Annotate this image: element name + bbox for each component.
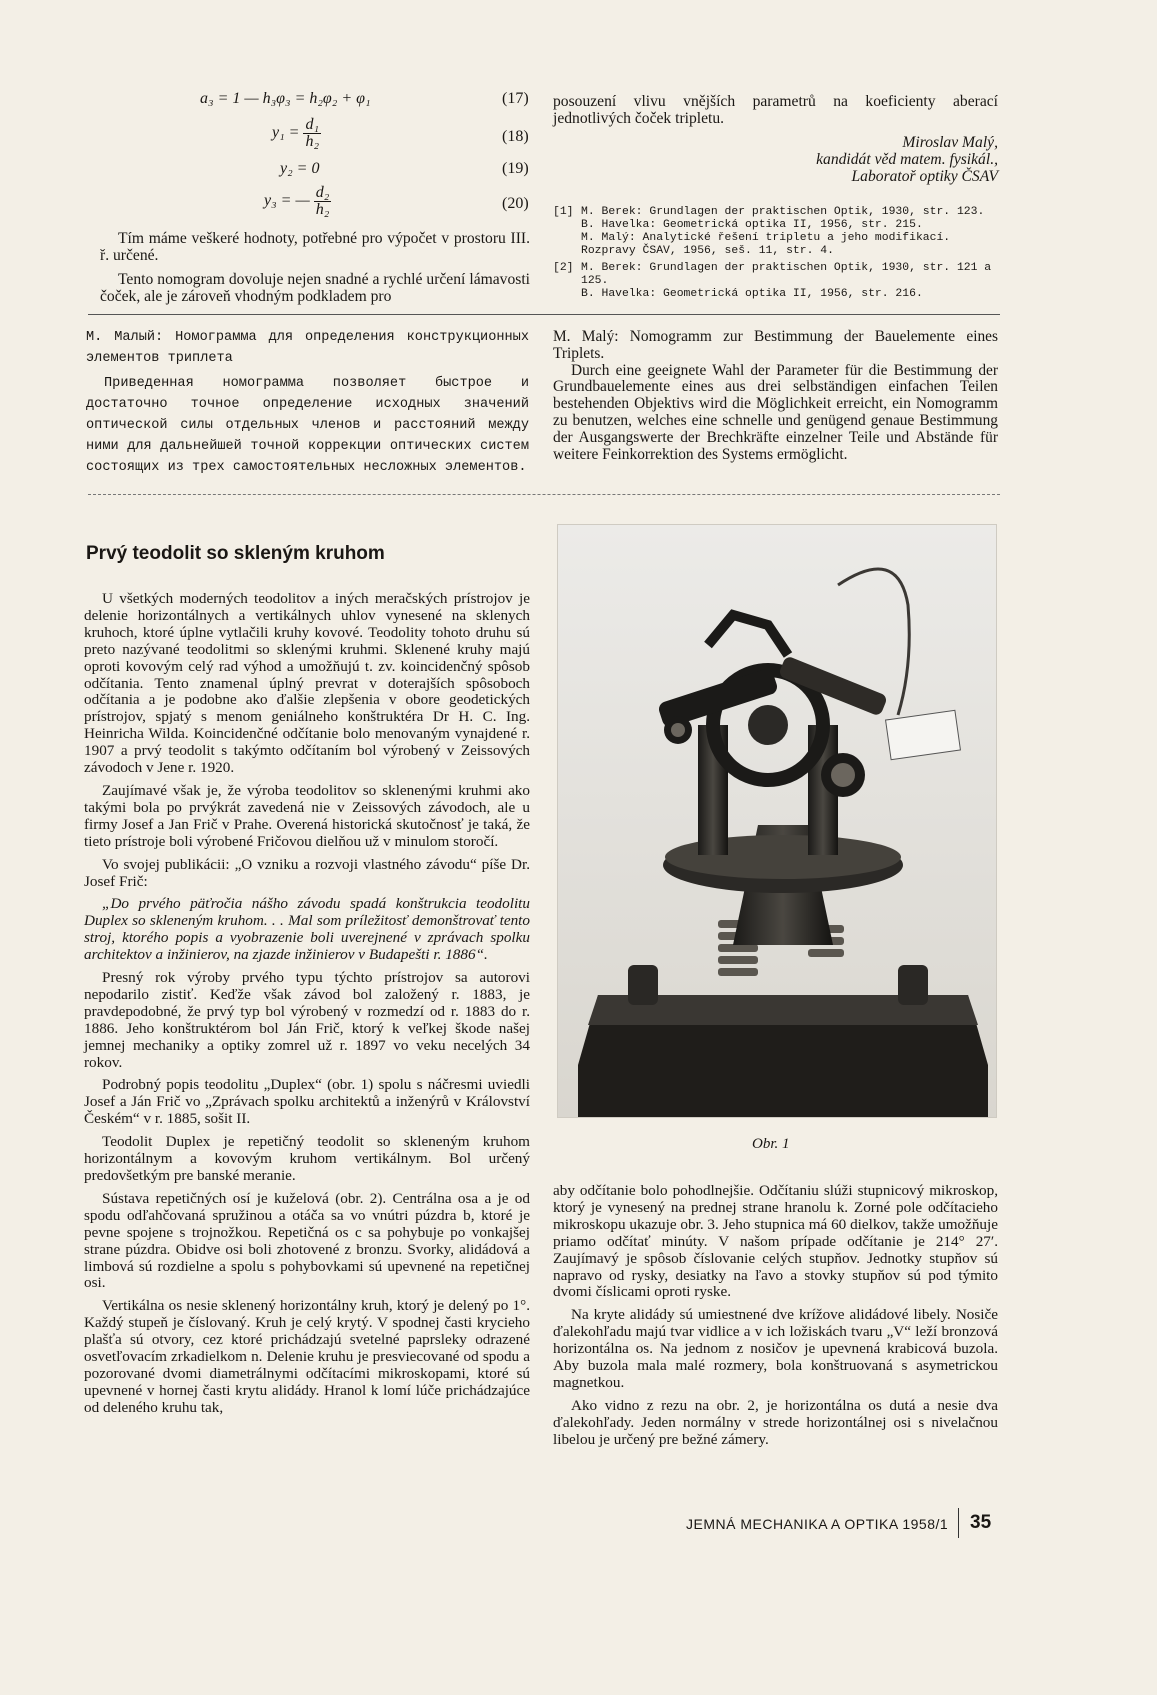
- article-left-column: [84, 591, 530, 1423]
- reference-number: [2]: [553, 262, 574, 274]
- german-abstract: [553, 329, 998, 469]
- equation-18: [272, 117, 321, 150]
- section-divider: [88, 494, 1000, 495]
- paragraph: Tím máme veškeré hodnoty, potřebné pro výpočet v prostoru III. ř. určené.: [100, 230, 530, 265]
- equation-lhs: y₁ =: [272, 124, 300, 142]
- theodolite-photo: [557, 524, 997, 1118]
- abstract-body: Приведенная номограмма позволяет быстрое и достаточно точное определение исходных значений оптической силы отдельных членов и расстояний между ними для дальнейшей точной коррекции оптических систем состоящих из трех самостоятельных несложных элементов.: [86, 376, 529, 475]
- reference-item: [553, 206, 998, 258]
- paragraph: Teodolit Duplex je repetičný teodolit so skleneným kruhom horizontálnym a kovovým kruhom vertikálnym. Bol určený predovšetkým pre banské meranie.: [84, 1133, 530, 1184]
- abstract-heading: М. Малый: Номограмма для определения конструкционных элементов триплета: [86, 330, 529, 366]
- russian-abstract: [86, 327, 529, 482]
- paragraph: Vo svojej publikácii: „O vzniku a rozvoji vlastného závodu“ píše Dr. Josef Frič:: [84, 855, 530, 890]
- paragraph: Podrobný popis teodolitu „Duplex“ (obr. 1) spolu s náčresmi uviedli Josef a Ján Frič vo „Zprávach spolku architektů a inženýrů v Království Českém“ v r. 1885, sošit II.: [84, 1076, 530, 1128]
- references: [553, 206, 998, 305]
- paragraph: Tento nomogram dovoluje nejen snadné a rychlé určení lámavosti čoček, ale je zároveň vhodným podkladem pro: [100, 270, 530, 306]
- paragraph: aby odčítanie bolo pohodlnejšie. Odčítaniu slúži stupnicový mikroskop, ktorý je vynesený na prednej strane hranolu k. Zorné pole odčítacieho mikroskopu ukazuje obr. 3. Jeho stupnica má 60 dielkov, takže umožňuje priamo odčítať minúty. V našom prípade odčítanie je 214° 27′. Zaujímavý je spôsob číslovanie celých stupňov. Jednotky stupňov sú napravo od rysky, desiatky na ľavo a stovky stupňov sú pod týmito dvomi číslicami oproti ryske.: [553, 1182, 998, 1301]
- equation-number: (19): [502, 160, 529, 177]
- quotation: „Do prvého päťročia nášho závodu spadá konštrukcia teodolitu Duplex so skleneným kruhom. . . Mal som príležitosť demonštrovať tento stroj, ktorého popis a vyobrazenie boli uverejnené v zprávach spolku architektov a inžinierov, na zjazde inžinierov v Budapešti r. 1886“.: [84, 895, 530, 964]
- fraction: [303, 117, 321, 150]
- equation-number: (18): [502, 128, 529, 145]
- section-divider: [88, 314, 1000, 315]
- paragraph: Na kryte alidády sú umiestnené dve krížove alidádové libely. Nosiče ďalekohľadu majú tvar vidlice a v ich ložiskách tvaru „V“ leží bronzová horizontálna os. Na jednom z nosičov je upevnená krabicová buzola. Aby buzola mala malé rozmery, bola konštruovaná s asymetrickou magnetkou.: [553, 1306, 998, 1391]
- paragraph: U všetkých moderných teodolitov a iných meračských prístrojov je delenie horizontálnych a vertikálnych uhlov vynesené na sklenych kruhoch, ktoré úplne vytlačili kruhy kovové. Teodolity tohoto druhu sú preto nazývané teodolitmi so sklenými kruhmi. Sklenené kruhy majú oproti kovovým celý rad výhod a umožňujú t. zv. koincidenčný spôsob odčítania. Tento znamenal úplný prevrat v doterajších spôsoboch odčítania a je podobne ako ďalšie zlepšenia v obore geodetických prístrojov, spjatý s menom geniálneho konštruktéra Dr H. C. Ing. Heinricha Wilda. Koincidenčné odčítanie bolo menovaným vynajdené r. 1907 a prvý teodolit s takýmto odčítaním bol výrobený v Zeissových závodoch v Jene r. 1920.: [84, 590, 530, 777]
- top-left-text: [100, 230, 530, 312]
- reference-number: [1]: [553, 206, 574, 218]
- paragraph: Sústava repetičných osí je kuželová (obr. 2). Centrálna osa a je od spodu odľahčovaná spružinou a otáča sa vo vnútri púzdra b, ktoré je pevne spojene s trojnožkou. Repetičná os c sa pohybuje po vonkajšej strane púzdra. Obidve osi boli zhotovené z bronzu. Svorky, alidádová a limbová sú rozdielne a spolu s pohybovkami sú upevnené na repetičnej osi.: [84, 1189, 530, 1292]
- fraction-numerator: d₁: [305, 116, 320, 133]
- theodolite-illustration: [558, 525, 996, 1117]
- equation-19: [280, 160, 319, 178]
- reference-line: M. Berek: Grundlagen der praktischen Optik, 1930, str. 123.: [581, 206, 985, 218]
- equation-number: (17): [502, 90, 529, 107]
- author-title: kandidát věd matem. fysikál.,: [816, 150, 998, 168]
- reference-item: [553, 262, 998, 301]
- paragraph: Ako vidno z rezu na obr. 2, je horizontálna os dutá a nesie dva ďalekohľady. Jeden normálny v strede horizontálnej osi s nivelačnou libelou je určený pre bežné zámery.: [553, 1396, 998, 1448]
- author-name: Miroslav Malý,: [902, 133, 998, 151]
- author-lab: Laboratoř optiky ČSAV: [851, 167, 998, 185]
- equation-17: [200, 90, 371, 108]
- equation-lhs: y₃ = —: [264, 192, 310, 210]
- paragraph: Zaujímavé však je, že výroba teodolitov so sklenenými kruhmi ako takými bola po prvýkrát zavedená nie v Zeissových závodoch, ale u firmy Josef a Jan Frič v Prahe. Overená historická skutočnosť je taká, že tieto prístroje boli výrobené Fričovou dielňou už v minulom storočí.: [84, 781, 530, 850]
- fraction-numerator: d₂: [315, 184, 330, 201]
- footer-divider: [958, 1508, 959, 1538]
- figure-caption: Obr. 1: [752, 1136, 790, 1152]
- equation-lhs: a₃ = 1 — h₃φ₃ = h₂φ₂ + φ₁: [200, 90, 371, 107]
- equation-20: [264, 185, 331, 218]
- author-signature: [553, 134, 998, 185]
- equation-lhs: y₂ = 0: [280, 160, 320, 177]
- reference-line: M. Malý: Analytické řešení tripletu a jeho modifikací. Rozpravy ČSAV, 1956, seš. 11, str. 4.: [581, 232, 951, 257]
- article-title: Prvý teodolit so skleným kruhom: [86, 543, 385, 564]
- paragraph: Vertikálna os nesie sklenený horizontálny kruh, ktorý je delený po 1°. Každý stupeň je číslovaný. Kruh je celý krytý. V spodnej časti krycieho plašťa sú otvory, cez ktoré prichádzajú svetelné paprsleky odrazené osvetľovacím zrkadielkom n. Delenie kruhu je presviecované od spodu a pozorované dvomi diametrálnymi odčítacími mikroskopami, ktoré sú upevnené v hornej časti krytu alidády. Hranol k lomí lúče prichádzajúce od deleného kruhu tak,: [84, 1297, 530, 1416]
- reference-line: M. Berek: Grundlagen der praktischen Optik, 1930, str. 121 a 125.: [581, 262, 992, 287]
- reference-line: B. Havelka: Geometrická optika II, 1956, str. 216.: [581, 288, 923, 300]
- paragraph: posouzení vlivu vnějších parametrů na koeficienty aberací jednotlivých čoček tripletu.: [553, 93, 998, 128]
- abstract-heading: M. Malý: Nomogramm zur Bestimmung der Bauelemente eines Triplets.: [553, 328, 998, 362]
- top-right-text: [553, 93, 998, 185]
- page-number: 35: [970, 1512, 992, 1533]
- reference-line: B. Havelka: Geometrická optika II, 1956, str. 215.: [581, 219, 923, 231]
- fraction-denominator: h₂: [305, 133, 320, 150]
- abstract-body: Durch eine geeignete Wahl der Parameter für die Bestimmung der Grundbauelemente eines aus drei selbständigen einfachen Teilen bestehenden Objektivs wird die Möglichkeit erreicht, ein Nomogramm zu benutzen, welches eine schnelle und genügend genaue Bestimmung der Ausgangswerte der Brechkräfte einzelner Teile und Abstände für weitere Feinkorrektion des Systems ermöglicht.: [553, 361, 998, 463]
- paragraph: Presný rok výroby prvého typu týchto prístrojov sa autorovi nepodarilo zistiť. Keďže však závod bol založený r. 1883, je pravdepodobné, že prvý typ bol výrobený v rozmedzí od r. 1883 do r. 1886. Jeho konštruktérom bol Ján Frič, ktorý k veľkej škode našej jemnej mechaniky a optiky zomrel už r. 1897 vo veku necelých 34 rokov.: [84, 969, 530, 1071]
- journal-footer: JEMNÁ MECHANIKA A OPTIKA 1958/1: [686, 1516, 949, 1532]
- article-right-column: [553, 1183, 998, 1455]
- fraction-denominator: h₂: [315, 201, 330, 218]
- equation-number: (20): [502, 195, 529, 212]
- fraction: [314, 185, 332, 218]
